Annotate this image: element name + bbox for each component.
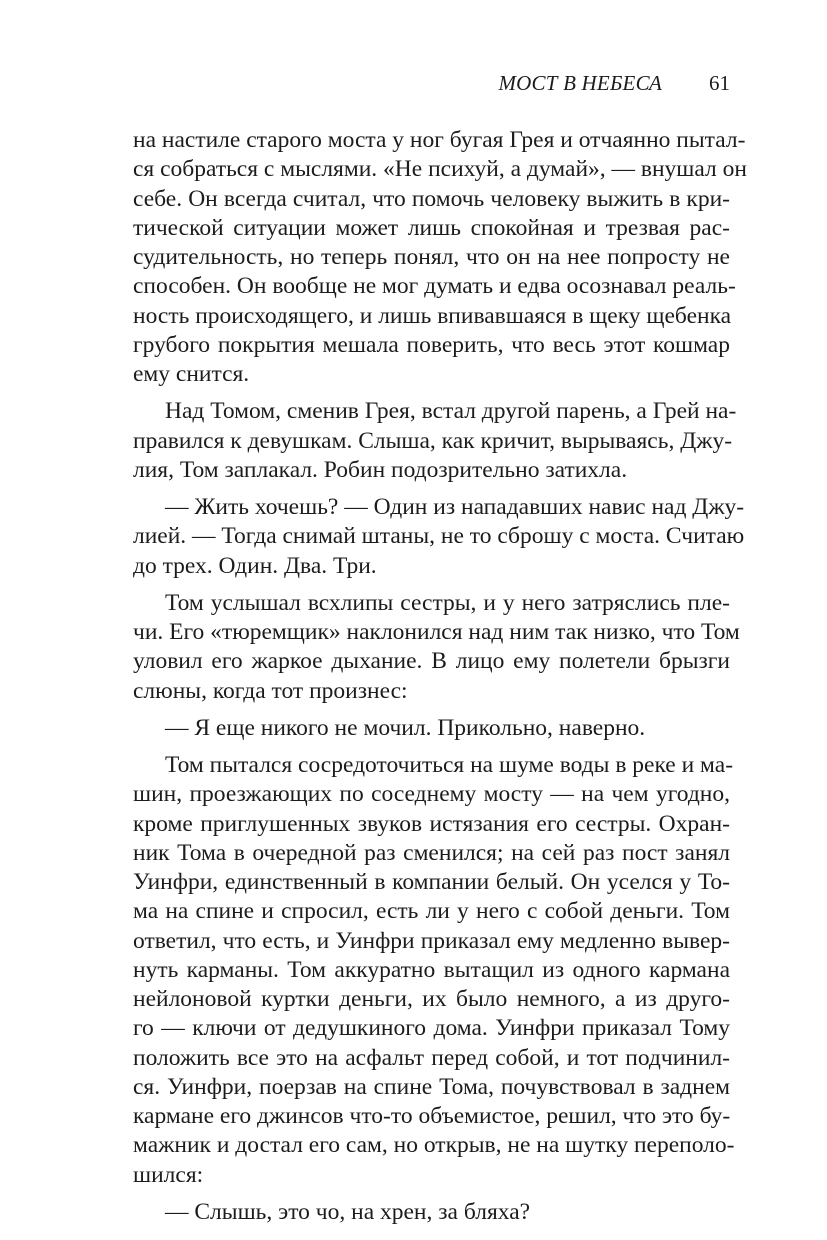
paragraph-gap [133,581,730,589]
text-line: — Я еще никого не мочил. Прикольно, наверно. [165,714,646,741]
text-line: ся. Уинфри, поерзав на спине Тома, почувствовал в заднем [133,1073,730,1100]
text-line: лией. — Тогда снимай штаны, не то сброшу с моста. Считаю [133,523,745,550]
text-line: Том пытался сосредоточиться на шуме воды в реке и ма- [165,752,734,778]
text-line: ность происходящего, и лишь впивавшаяся в щеку щебенка [133,302,732,329]
text-line: ник Тома в очередной раз сменился; на сей раз пост занял [133,839,730,866]
paragraph [133,397,737,485]
text-line: на настиле старого моста у ног бугая Грея и отчаянно пытал- [133,127,746,153]
text-line: Том услышал всхлипы сестры, и у него затряслись пле- [165,589,730,616]
text-line: Уинфри, единственный в компании белый. Он уселся у То- [133,869,730,895]
paragraph-gap [133,485,730,493]
running-title: МОСТ В НЕБЕСА [498,71,662,95]
text-line: ответил, что есть, и Уинфри приказал ему медленно вывер- [133,927,730,954]
paragraph [133,751,735,1190]
text-line: чи. Его «тюремщик» наклонился над ним так низко, что Том [133,619,740,645]
text-line: лия, Том заплакал. Робин подозрительно затихла. [133,456,628,483]
text-line: шин, проезжающих по соседнему мосту — на чем угодно, [133,781,730,808]
text-line: способен. Он вообще не мог думать и едва осознавал реаль- [133,273,736,300]
text-line: грубого покрытия мешала поверить, что весь этот кошмар [133,331,730,358]
paragraph-gap [133,1190,730,1198]
text-line: слюны, когда тот произнес: [133,677,408,704]
text-line: кроме приглушенных звуков истязания его сестры. Охран- [133,810,730,837]
text-line: положить все это на асфальт перед собой, и тот подчинил- [133,1044,730,1071]
text-line: тической ситуации может лишь спокойная и трезвая рас- [133,214,730,241]
text-line: судительность, но теперь понял, что он на нее попросту не [133,244,730,270]
text-line: до трех. Один. Два. Три. [133,552,377,579]
text-line: нуть карманы. Том аккуратно вытащил из одного кармана [133,956,730,983]
text-line: правился к девушкам. Слыша, как кричит, вырываясь, Джу- [133,427,733,454]
text-line: го — ключи от дедушкиного дома. Уинфри приказал Тому [133,1015,730,1042]
paragraph [133,714,730,743]
paragraph-gap [133,389,730,397]
paragraph [133,493,745,581]
paragraph-gap [133,706,730,714]
text-line: ему снится. [133,361,250,387]
text-line: ся собраться с мыслями. «Не психуй, а думай», — внушал он [133,156,747,183]
text-line: — Слышь, это чо, на хрен, за бляха? [165,1198,531,1225]
paragraph [133,1198,730,1227]
text-line: ма на спине и спросил, есть ли у него с собой деньги. Том [133,898,730,925]
page-number: 61 [709,71,730,95]
running-header [133,68,730,98]
text-line: мажник и достал его сам, но открыв, не на шутку переполо- [133,1132,735,1159]
text-line: кармане его джинсов что-то объемистое, решил, что это бу- [133,1103,731,1129]
text-line: нейлоновой куртки деньги, их было немного, а из друго- [133,986,730,1012]
paragraph [133,589,740,706]
text-line: уловил его жаркое дыхание. В лицо ему полетели брызги [133,648,730,675]
body-text [133,126,747,1227]
text-line: себе. Он всегда считал, что помочь человеку выжить в кри- [133,185,730,212]
paragraph-gap [133,743,730,751]
text-line: шился: [133,1161,204,1188]
text-line: Над Томом, сменив Грея, встал другой парень, а Грей на- [165,398,737,425]
text-line: — Жить хочешь? — Один из нападавших навис над Джу- [165,494,745,520]
paragraph [133,126,747,389]
